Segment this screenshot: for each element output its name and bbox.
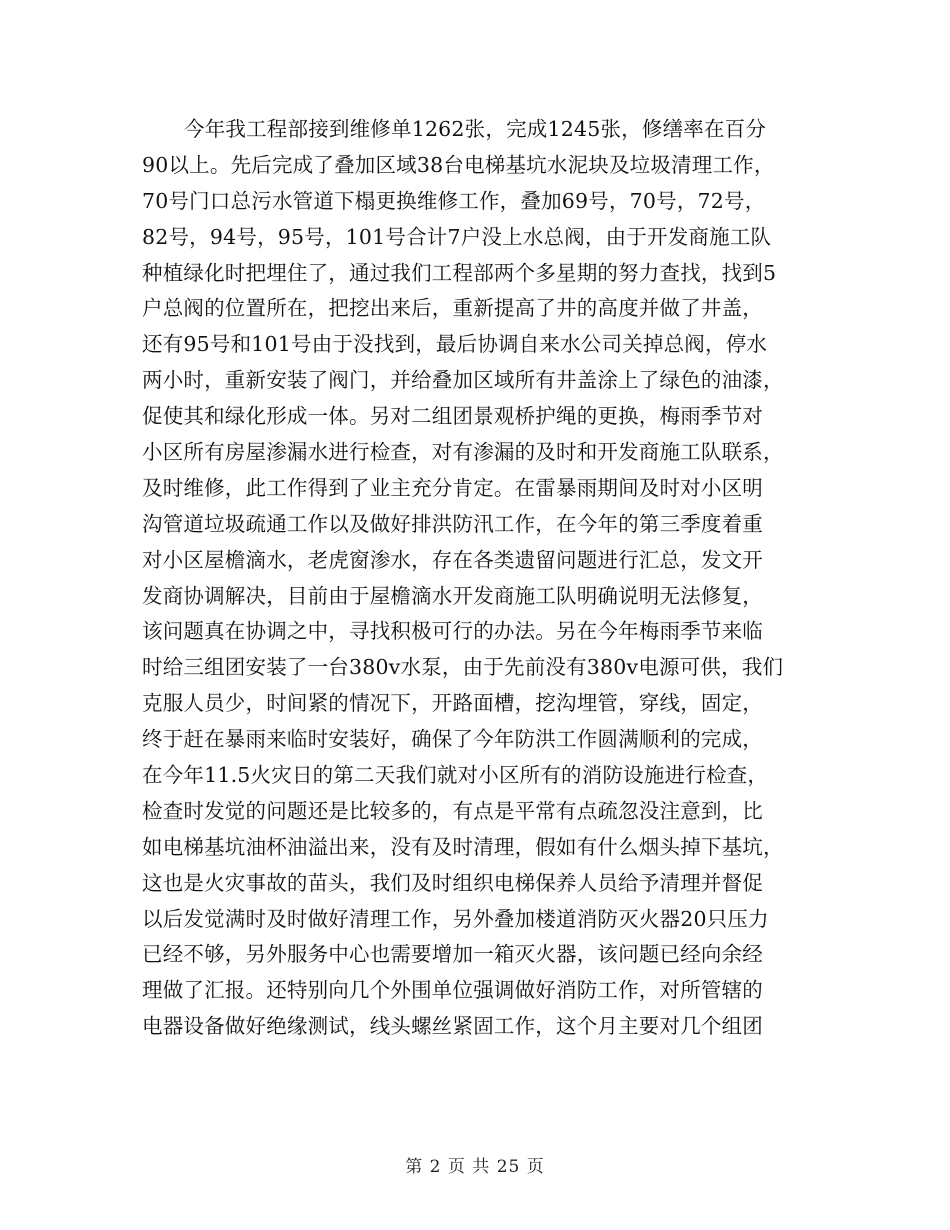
- paragraph-line: 如电梯基坑油杯油溢出来，没有及时清理，假如有什么烟头掉下基坑，: [142, 834, 784, 859]
- paragraph-line: 种植绿化时把埋住了，通过我们工程部两个多星期的努力查找，找到5: [142, 260, 777, 285]
- paragraph-line: 时给三组团安装了一台380v水泵，由于先前没有380v电源可供，我们: [142, 655, 784, 680]
- body-paragraph: [142, 112, 822, 1045]
- paragraph-line: 沟管道垃圾疏通工作以及做好排洪防汛工作，在今年的第三季度着重: [142, 511, 763, 536]
- paragraph-line: 促使其和绿化形成一体。另对二组团景观桥护绳的更换，梅雨季节对: [142, 404, 763, 429]
- paragraph-line: 90以上。先后完成了叠加区域38台电梯基坑水泥块及垃圾清理工作，: [142, 152, 775, 177]
- paragraph-line: 还有95号和101号由于没找到，最后协调自来水公司关掉总阀，停水: [142, 332, 768, 357]
- paragraph-line: 小区所有房屋渗漏水进行检查，对有渗漏的及时和开发商施工队联系，: [142, 440, 784, 465]
- paragraph-line: 及时维修，此工作得到了业主充分肯定。在雷暴雨期间及时对小区明: [142, 475, 763, 500]
- paragraph-line: 理做了汇报。还特别向几个外围单位强调做好消防工作，对所管辖的: [142, 978, 763, 1003]
- paragraph-line: 70号门口总污水管道下榻更换维修工作，叠加69号，70号，72号，: [142, 188, 766, 213]
- paragraph-line: 已经不够，另外服务中心也需要增加一箱灭火器，该问题已经向余经: [142, 942, 763, 967]
- page-number-footer: 第 2 页 共 25 页: [405, 1157, 545, 1177]
- paragraph-line: 户总阀的位置所在，把挖出来后，重新提高了井的高度并做了井盖，: [142, 296, 763, 321]
- paragraph-line: 发商协调解决，目前由于屋檐滴水开发商施工队明确说明无法修复，: [142, 583, 763, 608]
- paragraph-line: 在今年11.5火灾日的第二天我们就对小区所有的消防设施进行检查，: [142, 763, 769, 788]
- paragraph-line: 以后发觉满时及时做好清理工作，另外叠加楼道消防灭火器20只压力: [142, 906, 769, 931]
- paragraph-line: 这也是火灾事故的苗头，我们及时组织电梯保养人员给予清理并督促: [142, 870, 763, 895]
- paragraph-line: 82号，94号，95号，101号合计7户没上水总阀，由于开发商施工队: [142, 224, 772, 249]
- paragraph-line: 克服人员少，时间紧的情况下，开路面槽，挖沟埋管，穿线，固定，: [142, 691, 763, 716]
- paragraph-line: 今年我工程部接到维修单1262张，完成1245张，修缮率在百分: [184, 117, 767, 141]
- paragraph-line: 检查时发觉的问题还是比较多的，有点是平常有点疏忽没注意到，比: [142, 798, 763, 823]
- paragraph-line: 对小区屋檐滴水，老虎窗渗水，存在各类遗留问题进行汇总，发文开: [142, 547, 763, 572]
- paragraph-line: 该问题真在协调之中，寻找积极可行的办法。另在今年梅雨季节来临: [142, 619, 763, 644]
- paragraph-line: 终于赶在暴雨来临时安装好，确保了今年防洪工作圆满顺利的完成，: [142, 727, 763, 752]
- paragraph-line: 两小时，重新安装了阀门，并给叠加区域所有井盖涂上了绿色的油漆，: [142, 368, 784, 393]
- paragraph-line: 电器设备做好绝缘测试，线头螺丝紧固工作，这个月主要对几个组团: [142, 1014, 763, 1039]
